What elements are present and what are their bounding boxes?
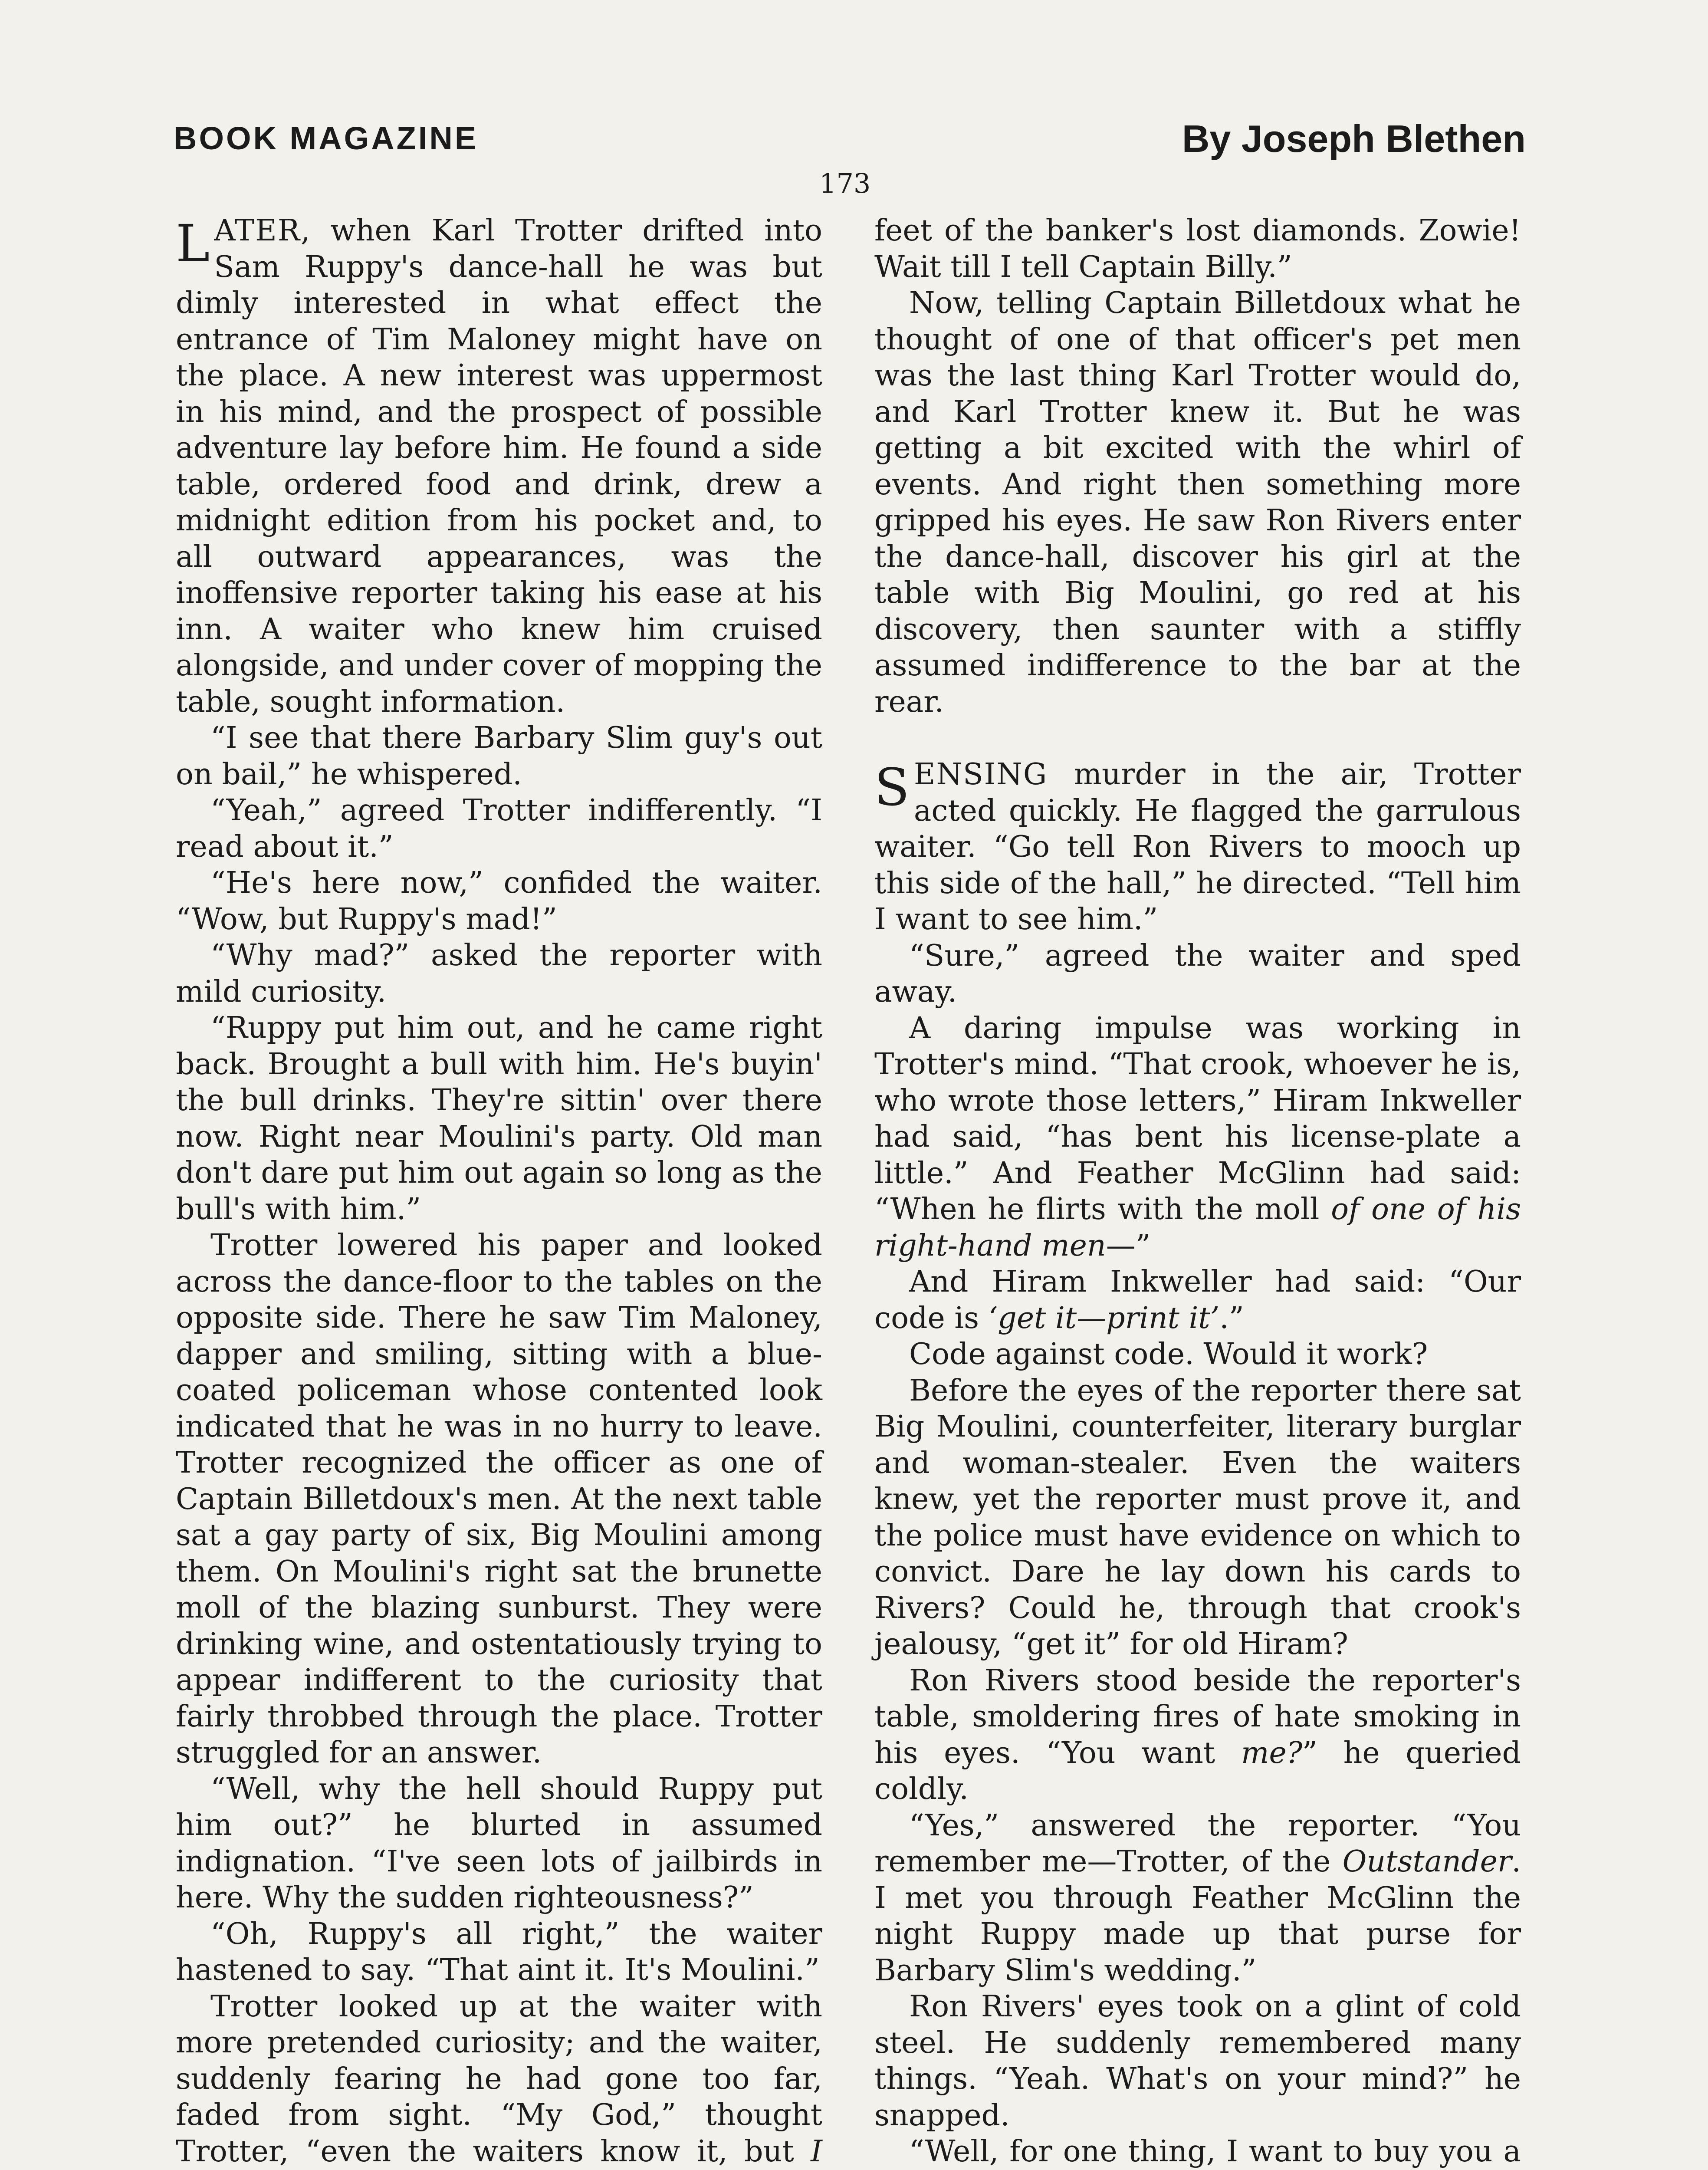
paragraph: “Yeah,” agreed Trotter indifferently. “I read about it.” xyxy=(176,793,822,864)
paragraph: “Ruppy put him out, and he came right back. Brought a bull with him. He's buyin' the bull drinks. They're sittin' over there now. Right near Moulini's party. Old man don't dare put him out again so long as the bull's with him.” xyxy=(176,1011,822,1226)
paragraph: Before the eyes of the reporter there sat Big Moulini, counterfeiter, literary burglar and woman-stealer. Even the waiters knew, yet the reporter must prove it, and the police must have evidence on which to convict. Dare he lay down his cards to Rivers? Could he, through that crook's jealousy, “get it” for old Hiram? xyxy=(874,1373,1521,1661)
paragraph: Trotter looked up at the waiter with more pretended curiosity; and the waiter, suddenly fearing he had gone too far, faded from sight. “My God,” thought Trotter, “even the waiters know it, but I xyxy=(176,1989,822,2169)
paragraph: “Yes,” answered the reporter. “You remember me—Trotter, of the Outstander. I met you through Feather McGlinn the night Ruppy made up that purse for Barbary Slim's wedding.” xyxy=(874,1808,1521,1988)
paragraph: “Well, why the hell should Ruppy put him out?” he blurted in assumed indignation. “I've seen lots of jailbirds in here. Why the sudden righteousness?” xyxy=(176,1772,822,1915)
section-break xyxy=(874,720,1521,756)
paragraph: Ron Rivers stood beside the reporter's table, smoldering fires of hate smoking in his eyes. “You want me?” he queried coldly. xyxy=(874,1663,1521,1806)
author-byline: By Joseph Blethen xyxy=(1182,117,1526,160)
paragraph: “Sure,” agreed the waiter and sped away. xyxy=(874,938,1521,1009)
right-column xyxy=(874,213,1521,2170)
paragraph: LATER, when Karl Trotter drifted into Sam Ruppy's dance-hall he was but dimly interested in what effect the entrance of Tim Maloney might have on the place. A new interest was uppermost in his mind, and the prospect of possible adventure lay before him. He found a side table, ordered food and drink, drew a midnight edition from his pocket and, to all outward appearances, was the inoffensive reporter taking his ease at his inn. A waiter who knew him cruised alongside, and under cover of mopping the table, sought information. xyxy=(176,214,822,719)
paragraph: Code against code. Would it work? xyxy=(909,1337,1428,1371)
paragraph: A daring impulse was working in Trotter's mind. “That crook, whoever he is, who wrote those letters,” Hiram Inkweller had said, “has bent his license-plate a little.” And Feather McGlinn had said: “When he flirts with the moll of one of his right-hand men—” xyxy=(874,1011,1521,1263)
paragraph: SENSING murder in the air, Trotter acted quickly. He flagged the garrulous waiter. “Go tell Ron Rivers to mooch up this side of the hall,” he directed. “Tell him I want to see him.” xyxy=(874,757,1521,937)
paragraph: “He's here now,” confided the waiter. “Wow, but Ruppy's mad!” xyxy=(176,866,822,937)
paragraph: feet of the banker's lost diamonds. Zowie! Wait till I tell Captain Billy.” xyxy=(874,214,1521,284)
paragraph: “Well, for one thing, I want to buy you a xyxy=(909,2134,1521,2169)
paragraph: “I see that there Barbary Slim guy's out on bail,” he whispered. xyxy=(176,721,822,792)
left-column xyxy=(176,213,822,2170)
drop-cap: S xyxy=(874,757,910,817)
paragraph: “Oh, Ruppy's all right,” the waiter hastened to say. “That aint it. It's Moulini.” xyxy=(176,1917,822,1987)
page-number: 173 xyxy=(819,168,871,199)
paragraph: Trotter lowered his paper and looked across the dance-floor to the tables on the opposite side. There he saw Tim Maloney, dapper and smiling, sitting with a blue-coated policeman whose contented look indicated that he was in no hurry to leave. Trotter recognized the officer as one of Captain Billetdoux's men. At the next table sat a gay party of six, Big Moulini among them. On Moulini's right sat the brunette moll of the blazing sunburst. They were drinking wine, and ostentatiously trying to appear indifferent to the curiosity that fairly throbbed through the place. Trotter struggled for an answer. xyxy=(176,1228,822,1770)
magazine-title: BOOK MAGAZINE xyxy=(174,120,479,156)
drop-cap: L xyxy=(176,214,210,273)
paragraph: And Hiram Inkweller had said: “Our code is ‘get it—print it’.” xyxy=(874,1265,1521,1335)
paragraph: Ron Rivers' eyes took on a glint of cold steel. He suddenly remembered many things. “Yeah. What's on your mind?” he snapped. xyxy=(874,1989,1521,2133)
paragraph: Now, telling Captain Billetdoux what he thought of one of that officer's pet men was the last thing Karl Trotter would do, and Karl Trotter knew it. But he was getting a bit excited with the whirl of events. And right then something more gripped his eyes. He saw Ron Rivers enter the dance-hall, discover his girl at the table with Big Moulini, go red at his discovery, then saunter with a stiffly assumed indifference to the bar at the rear. xyxy=(874,286,1521,719)
paragraph: “Why mad?” asked the reporter with mild curiosity. xyxy=(176,938,822,1009)
